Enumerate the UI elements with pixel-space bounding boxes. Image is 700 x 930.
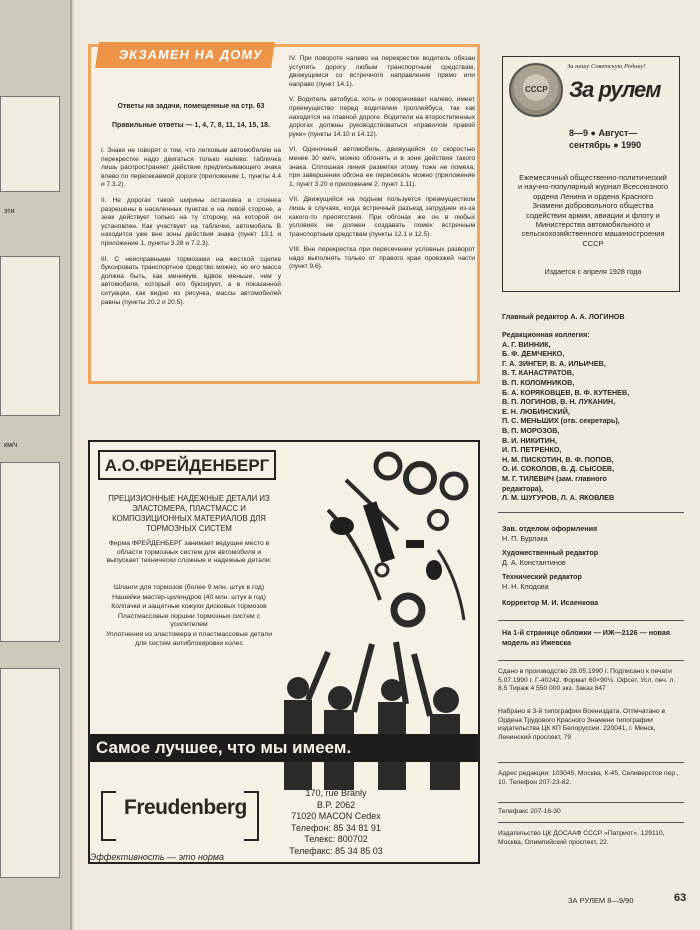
ad-product-item: Пластмассовые поршни тормозных систем с усилителем — [118, 612, 260, 629]
answer-paragraph: VIII. Вне перекрестка при пересечении условных разворот надо выполнять только от правого края проезжей части (пункт 9.6). — [289, 246, 475, 271]
divider — [498, 512, 684, 513]
running-head: ЗА РУЛЕМ 8—9/90 — [568, 896, 634, 905]
editorial-address: Адрес редакции: 103045, Москва, К-45, Селиверстов пер., 10. Телефон 207-23-82. — [498, 770, 679, 786]
magazine-page — [74, 0, 700, 930]
seal-ring-icon — [442, 474, 466, 498]
seal-ring-icon — [376, 564, 388, 576]
divider — [498, 802, 684, 803]
board-member: В. И. НИКИТИН, — [502, 435, 557, 445]
people-photo — [268, 638, 478, 790]
board-member: Б. А. КОРЯКОВЦЕВ, В. Ф. КУТЕНЕВ, — [502, 387, 630, 397]
exam-header: ЭКЗАМЕН НА ДОМУ — [95, 42, 275, 68]
cover-note: На 1-й странице обложки — ИЖ—2126 — новая модель из Ижевска — [502, 628, 671, 647]
ad-address-line: 170, rue Branly — [305, 788, 367, 798]
person-head-icon — [433, 687, 459, 713]
board-member: В. Т. КАНАСТРАТОВ, — [502, 368, 574, 378]
caption: км/ч — [4, 442, 18, 449]
brand-name: Freudenberg — [124, 796, 247, 819]
board-member: И. П. ПЕТРЕНКО, — [502, 445, 562, 455]
freudenberg-advertisement — [88, 440, 480, 864]
proofreader: Корректор М. И. Исаенкова — [502, 598, 599, 607]
board-member: В. П. МОРОЗОВ, — [502, 425, 560, 435]
board-member: А. Г. ВИННИК, — [502, 339, 551, 349]
answer-paragraph: III. С неисправными тормозами на жесткой сцепке буксировать транспортное средство можно, но его масса должна быть, как минимум, вдвое меньше, чем у автомобиля, который его буксирует, а в показанной ситуации, как видно из рисунка, массы автомобилей равны (пункты 20.2 и 20.5). — [101, 255, 281, 306]
boot-icon — [330, 517, 354, 535]
board-member: Е. Н. ЛЮБИНСКИЙ, — [502, 406, 570, 416]
boot-icon — [426, 560, 442, 580]
seal-ring-icon — [429, 511, 447, 529]
answer-paragraph: VII. Движущийся на подъем пользуется преимуществом лишь в случаях, когда встречный разъезд затруднен из-за какого-то препятствия. При обгонах же он в любых условиях не должен создавать помех встречным транспортным средствам (пункты 12.1 и 12.5). — [289, 196, 475, 238]
motto: За нашу Советскую Родину! — [567, 63, 646, 70]
exam-at-home-box — [88, 44, 480, 384]
seal-ring-icon — [406, 464, 434, 492]
person-head-icon — [287, 677, 309, 699]
answer-paragraph: V. Водитель автобуса, хоть и поворачивает налево, имеет преимущество перед водителем троллейбуса, так как находится на главной дороге. Водители на второстепенных дорогах должны руководствоваться «правилом правой руки» (пункты 14.10 и 14.12). — [289, 96, 475, 138]
ad-address-line: B.P. 2062 — [316, 799, 356, 810]
tech-editor: Технический редактор Н. Н. Клодова — [502, 572, 582, 591]
design-head: Зав. отделом оформления Н. П. Бурлака — [502, 524, 598, 543]
divider — [498, 660, 684, 661]
previous-page-edge — [0, 0, 72, 930]
illustration-strip — [0, 462, 60, 642]
page-number: 63 — [674, 892, 687, 904]
ad-product-item: Колпачки и защитные кожухи дисковых тормозов — [111, 603, 267, 611]
divider — [498, 822, 684, 823]
answer-paragraph: I. Знаки не говорят о том, что легковым автомобилям на перекрестке надо двигаться только налево: табличка лишь распространяет действие предписывающего знака влево по пересекаемой дороге (приложение 1, пункты 4.4 и 7.3.2). — [101, 147, 281, 189]
brake-cylinder-icon — [363, 501, 395, 562]
printing-house: Набрано в 3-й типографии Воениздата. Отпечатано в Ордена Трудового Красного Знамени типографии издательства ЦК КП Белоруссии. 220041, г. Минск, Ленинский проспект, 79 — [498, 708, 665, 741]
freudenberg-logo — [96, 790, 264, 842]
seal-ring-icon — [394, 596, 422, 624]
board-member: В. П. ЛОГИНОВ, В. Н. ЛУКАНИН, — [502, 397, 616, 407]
masthead — [502, 56, 680, 292]
illustration-strip — [0, 668, 60, 878]
caption: эти — [4, 208, 15, 215]
board-member: Г. А. ЗИНГЕР, В. А. ИЛЬИЧЕВ, — [502, 358, 606, 368]
illustration-strip — [0, 256, 60, 416]
answer-paragraph: VI. Одиночный автомобиль, движущийся со скоростью менее 30 км/ч, можно обгонять и в зоне действия такого знака. Сплошная линия разметки этому тоже не помеха: при завершении обгона ее пересекать можно (приложение 1, пункт 3.20 и приложение 2, пункт 1.11). — [289, 146, 475, 188]
ad-address — [266, 788, 406, 858]
answer-paragraph: II. Не дорогах такой ширины остановка и стоянка разрешены в населенных пунктах и на левой стороне, а знак действует только на ту сторону, на которой он установлен. Как участвует на табличке, автомобиль В находится уже вне зоны действия знака (пункт 13.1 и приложение 1, пункты 3.28 и 7.2.3). — [101, 196, 281, 247]
magazine-logo: За рулем — [569, 77, 661, 102]
ad-slogan: Самое лучшее, что мы имеем. — [90, 734, 478, 762]
ad-address-line: Телекс: 800702 — [304, 834, 368, 845]
publisher: Издательство ЦК ДОСААФ СССР «Патриот». 129110, Москва, Олимпийский проспект, 22. — [498, 830, 665, 846]
issue-info: 8—9 ● Август— сентябрь ● 1990 — [569, 128, 642, 150]
ad-product-list — [104, 584, 274, 649]
board-member: Б. Ф. ДЕМЧЕНКО, — [502, 349, 565, 359]
board-member: Н. М. ПИСКОТИН, В. Ф. ПОПОВ, — [502, 454, 614, 464]
board-member: П. С. МЕНЬШИХ (отв. секретарь), — [502, 416, 620, 426]
person-head-icon — [328, 686, 352, 710]
answers-title: Ответы на задачи, помещенные на стр. 63 — [117, 103, 265, 110]
published-since: Издается с апреля 1928 года — [544, 267, 642, 276]
ad-address-line: 71020 MACON Cedex — [291, 811, 381, 822]
board-member-list — [502, 340, 629, 503]
seal-ring-icon — [376, 454, 400, 478]
ad-product-item: Уплотнения из эластомера и пластмассовые детали для систем антиблокировки колес — [105, 630, 273, 647]
answer-paragraph: IV. При повороте налево на перекрестке водитель обязан уступить дорогу любым транспортным средствам, движущимся со встречного направления прямо или направо (пункт 14.1). — [289, 55, 475, 88]
board-member: О. И. СОКОЛОВ, В. Д. СЫСОЕВ, — [502, 464, 615, 474]
piston-icon — [406, 540, 424, 548]
board-member: Л. М. ШУГУРОВ, Л. А. ЯКОВЛЕВ — [502, 493, 615, 503]
magazine-description: Ежемесячный общественно-политический и научно-популярный журнал Всесоюзного ордена Ленина и ордена Красного Знамени добровольного общества содействия армии, авиации и флоту и Министерства автомобильного и сельскохозяйственного машиностроения СССР — [517, 173, 669, 248]
ad-address-line: Телефакс: 85 34 85 03 — [289, 845, 383, 856]
board-member: В. П. КОЛОМНИКОВ, — [502, 377, 575, 387]
chief-editor: Главный редактор А. А. ЛОГИНОВ — [502, 312, 625, 321]
ussr-emblem-icon: СССР — [509, 63, 563, 117]
ad-lead: ПРЕЦИЗИОННЫЕ НАДЕЖНЫЕ ДЕТАЛИ ИЗ ЭЛАСТОМЕРА, ПЛАСТМАСС И КОМПОЗИЦИОННЫХ МАТЕРИАЛОВ ДЛЯ ТОРМОЗНЫХ СИСТЕМ — [108, 494, 270, 533]
board-member: М. Г. ТИЛЕВИЧ (зам. главного — [502, 473, 607, 483]
art-editor: Художественный редактор Д. А. Константинов — [502, 548, 599, 567]
divider — [498, 762, 684, 763]
ad-intro: Фирма ФРЕЙДЕНБЕРГ занимает ведущее место в области тормозных систем для автомобиля и выпускает технически сложные и надежные детали: — [106, 540, 272, 565]
exam-left-column — [101, 147, 281, 314]
correct-answers: Правильные ответы — 1, 4, 7, 8, 11, 14, 15, 18. — [112, 122, 270, 129]
hose-icon — [438, 550, 464, 620]
exam-right-column — [289, 55, 475, 279]
ad-product-item: Шланги для тормозов (более 9 млн. штук в год) — [113, 584, 265, 591]
brake-parts-image — [288, 450, 478, 636]
divider — [498, 620, 684, 621]
illustration-strip — [0, 96, 60, 192]
ad-title: А.О.ФРЕЙДЕНБЕРГ — [98, 450, 276, 480]
print-info: Сдано в производство 28.05.1990 г. Подписано к печати 5.07.1990 г. Г-40242. Формат 60×90⅛. Офсет. Усл. печ. л. 8,5 Тираж 4 550 000 экз. Заказ 847 — [498, 668, 676, 693]
ad-product-item: Нашейки мастер-цилиндров (40 млн. штук в год) — [112, 593, 266, 601]
editorial-board: Редакционная коллегия: А. Г. ВИННИК, Б. Ф. ДЕМЧЕНКО, Г. А. ЗИНГЕР, В. А. ИЛЬИЧЕВ, В. Т. КАНАСТРАТОВ, В. П. КОЛОМНИКОВ, Б. А. КОРЯКОВЦЕВ, В. Ф. КУТЕНЕВ, В. П. ЛОГИНОВ, В. Н. ЛУКАНИН, Е. Н. ЛЮБИНСКИЙ, П. С. МЕНЬШИХ (отв. секретарь), В. П. МОРОЗОВ, В. И. НИКИТИН, И. П. ПЕТРЕНКО, Н. М. ПИСКОТИН, В. Ф. ПОПОВ, О. И. СОКОЛОВ, В. Д. СЫСОЕВ, М. Г. ТИЛЕВИЧ (зам. главного редактора), Л. М. ШУГУРОВ, Л. А. ЯКОВЛЕВ — [502, 330, 630, 503]
ad-address-line: Телефон: 85 34 81 91 — [291, 822, 381, 833]
board-member: редактора), — [502, 483, 544, 493]
telefax: Телефакс 207-16-30 — [498, 808, 561, 815]
ad-tagline: Эффективность — это норма — [90, 852, 224, 862]
